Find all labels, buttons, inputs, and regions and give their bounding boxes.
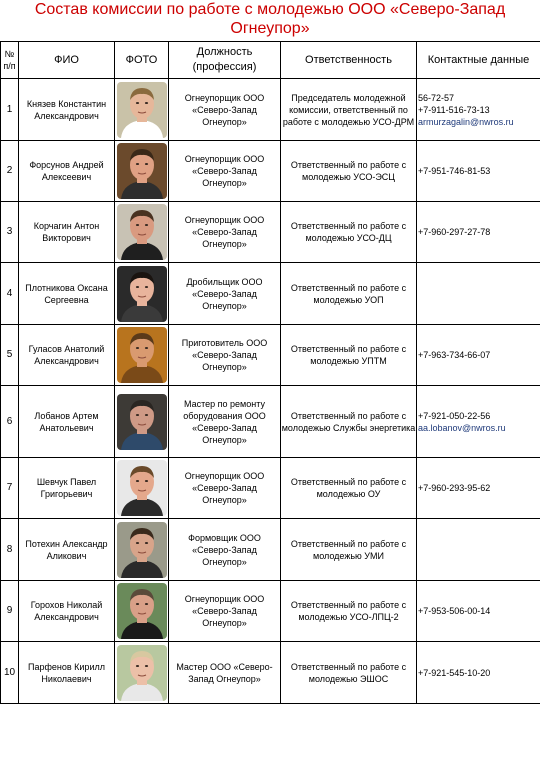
header-photo: ФОТО bbox=[115, 42, 169, 79]
row-photo-cell bbox=[115, 581, 169, 642]
row-contacts bbox=[417, 642, 540, 704]
row-responsibility: Ответственный по работе с молодежью УОП bbox=[281, 263, 417, 325]
table-row bbox=[1, 581, 540, 642]
person-photo bbox=[117, 204, 167, 260]
phone-number: +7-963-734-66-07 bbox=[418, 350, 491, 360]
phone-number: +7-921-545-10-20 bbox=[418, 667, 491, 678]
row-fio: Форсунов Андрей Алексеевич bbox=[19, 141, 115, 202]
header-contacts: Контактные данные bbox=[417, 42, 540, 79]
row-contacts bbox=[417, 581, 540, 642]
table-row bbox=[1, 386, 540, 458]
row-fio: Горохов Николай Александрович bbox=[19, 581, 115, 642]
header-num: № п/п bbox=[1, 42, 19, 79]
row-fio: Лобанов Артем Анатольевич bbox=[19, 386, 115, 458]
phone-number: +7-951-746-81-53 bbox=[418, 166, 491, 176]
phone-number: 56-72-57 bbox=[418, 92, 455, 103]
commission-table bbox=[0, 41, 540, 704]
person-photo bbox=[117, 645, 167, 701]
row-responsibility: Ответственный по работе с молодежью ОУ bbox=[281, 458, 417, 519]
row-number: 5 bbox=[1, 325, 19, 386]
table-row bbox=[1, 519, 540, 581]
phone-number: +7-911-516-73-13 bbox=[418, 104, 490, 115]
row-responsibility: Председатель молодежной комиссии, ответственный по работе с молодежью УСО-ДРМ bbox=[281, 79, 417, 141]
header-position: Должность (профессия) bbox=[169, 42, 281, 79]
row-responsibility: Ответственный по работе с молодежью УСО-ЭСЦ bbox=[281, 141, 417, 202]
table-row bbox=[1, 325, 540, 386]
row-fio: Плотникова Оксана Сергеевна bbox=[19, 263, 115, 325]
row-contacts bbox=[417, 519, 540, 581]
row-contacts bbox=[417, 325, 540, 386]
row-photo-cell bbox=[115, 79, 169, 141]
row-fio: Корчагин Антон Викторович bbox=[19, 202, 115, 263]
table-row bbox=[1, 202, 540, 263]
row-photo-cell bbox=[115, 642, 169, 704]
email-link[interactable]: aa.lobanov@nwros.ru bbox=[418, 422, 506, 433]
email-link[interactable]: armurzagalin@nwros.ru bbox=[418, 116, 514, 127]
row-photo-cell bbox=[115, 263, 169, 325]
person-photo bbox=[117, 460, 167, 516]
row-photo-cell bbox=[115, 141, 169, 202]
phone-number: +7-921-050-22-56 bbox=[418, 410, 491, 421]
page-title: Состав комиссии по работе с молодежью ООО «Северо-Запад Огнеупор» bbox=[34, 1, 506, 37]
row-responsibility: Ответственный по работе с молодежью УСО-ЛПЦ-2 bbox=[281, 581, 417, 642]
row-position: Огнеупорщик ООО «Северо-Запад Огнеупор» bbox=[169, 141, 281, 202]
row-position: Мастер по ремонту оборудования ООО «Северо-Запад Огнеупор» bbox=[169, 386, 281, 458]
row-number: 4 bbox=[1, 263, 19, 325]
row-position: Огнеупорщик ООО «Северо-Запад Огнеупор» bbox=[169, 202, 281, 263]
row-fio: Гуласов Анатолий Александрович bbox=[19, 325, 115, 386]
row-position: Приготовитель ООО «Северо-Запад Огнеупор» bbox=[169, 325, 281, 386]
row-contacts bbox=[417, 141, 540, 202]
table-row bbox=[1, 79, 540, 141]
row-responsibility: Ответственный по работе с молодежью УСО-ДЦ bbox=[281, 202, 417, 263]
row-number: 10 bbox=[1, 642, 19, 704]
header-responsibility: Ответственность bbox=[281, 42, 417, 79]
row-position: Огнеупорщик ООО «Северо-Запад Огнеупор» bbox=[169, 79, 281, 141]
row-photo-cell bbox=[115, 519, 169, 581]
header-fio: ФИО bbox=[19, 42, 115, 79]
row-position: Дробильщик ООО «Северо-Запад Огнеупор» bbox=[169, 263, 281, 325]
row-number: 9 bbox=[1, 581, 19, 642]
row-number: 6 bbox=[1, 386, 19, 458]
table-row bbox=[1, 458, 540, 519]
row-contacts bbox=[417, 202, 540, 263]
person-photo bbox=[117, 327, 167, 383]
row-responsibility: Ответственный по работе с молодежью ЭШОС bbox=[281, 642, 417, 704]
table-row bbox=[1, 642, 540, 704]
row-fio: Шевчук Павел Григорьевич bbox=[19, 458, 115, 519]
row-number: 7 bbox=[1, 458, 19, 519]
row-responsibility: Ответственный по работе с молодежью УПТМ bbox=[281, 325, 417, 386]
row-position: Мастер ООО «Северо-Запад Огнеупор» bbox=[169, 642, 281, 704]
row-number: 1 bbox=[1, 79, 19, 141]
row-photo-cell bbox=[115, 386, 169, 458]
person-photo bbox=[117, 266, 167, 322]
row-number: 2 bbox=[1, 141, 19, 202]
row-number: 3 bbox=[1, 202, 19, 263]
row-number: 8 bbox=[1, 519, 19, 581]
person-photo bbox=[117, 82, 167, 138]
phone-number: +7-953-506-00-14 bbox=[418, 606, 491, 616]
person-photo bbox=[117, 143, 167, 199]
phone-number: +7-960-297-27-78 bbox=[418, 227, 491, 237]
row-photo-cell bbox=[115, 458, 169, 519]
row-position: Огнеупорщик ООО «Северо-Запад Огнеупор» bbox=[169, 458, 281, 519]
row-position: Огнеупорщик ООО «Северо-Запад Огнеупор» bbox=[169, 581, 281, 642]
row-fio: Потехин Александр Аликович bbox=[19, 519, 115, 581]
table-row bbox=[1, 263, 540, 325]
row-photo-cell bbox=[115, 202, 169, 263]
row-contacts bbox=[417, 458, 540, 519]
table-header-row bbox=[1, 42, 540, 79]
person-photo bbox=[117, 522, 167, 578]
person-photo bbox=[117, 583, 167, 639]
row-contacts bbox=[417, 386, 540, 458]
row-contacts bbox=[417, 79, 540, 141]
row-fio: Парфенов Кирилл Николаевич bbox=[19, 642, 115, 704]
row-photo-cell bbox=[115, 325, 169, 386]
row-responsibility: Ответственный по работе с молодежью Службы энергетика bbox=[281, 386, 417, 458]
row-contacts bbox=[417, 263, 540, 325]
row-fio: Князев Константин Александрович bbox=[19, 79, 115, 141]
table-row bbox=[1, 141, 540, 202]
row-responsibility: Ответственный по работе с молодежью УМИ bbox=[281, 519, 417, 581]
person-photo bbox=[117, 394, 167, 450]
row-position: Формовщик ООО «Северо-Запад Огнеупор» bbox=[169, 519, 281, 581]
phone-number: +7-960-293-95-62 bbox=[418, 483, 491, 493]
